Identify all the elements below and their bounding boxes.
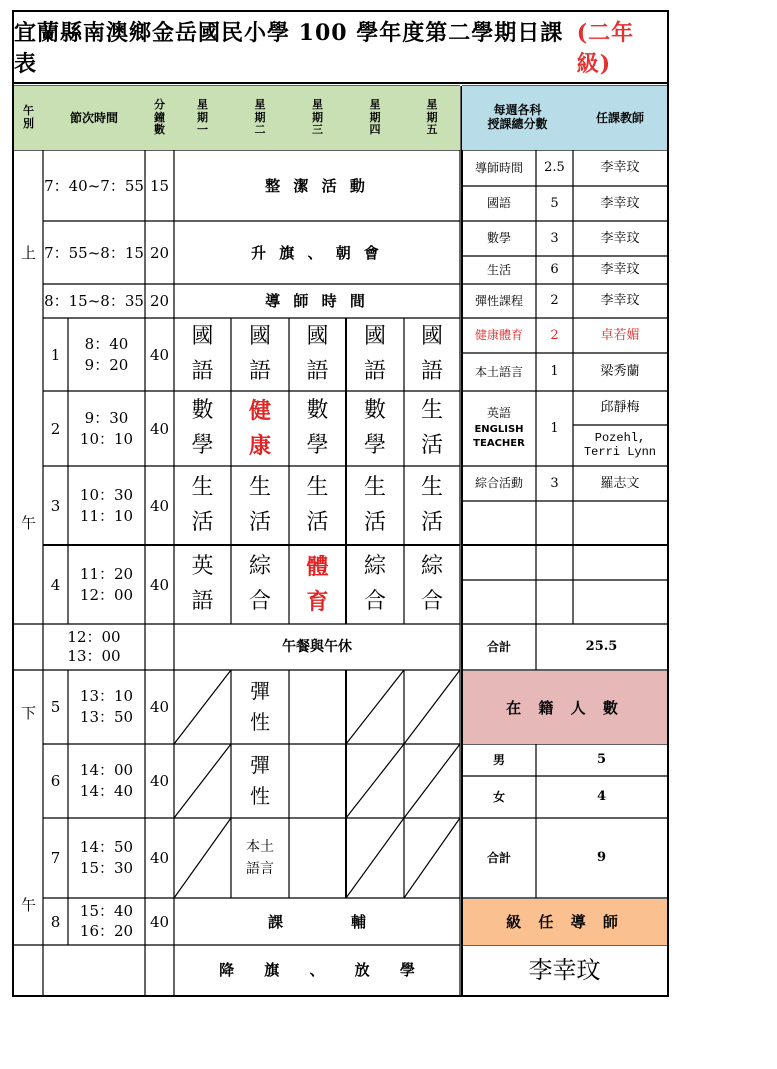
- subject-cell: 英 語: [191, 554, 214, 614]
- lunch-time: 12：00 13：00: [67, 627, 121, 665]
- subject-cell: 綜 合: [248, 554, 271, 614]
- summary-teacher: 李幸玟: [600, 160, 640, 176]
- clean-time: 7：40~7：55: [44, 176, 144, 195]
- summary-minutes: 3: [550, 475, 559, 491]
- enrollment-total: 9: [596, 850, 607, 866]
- homeroom-title: 級 任 導 師: [463, 899, 667, 945]
- header-fri: 星 期 五: [404, 86, 460, 150]
- period-number: 4: [50, 575, 61, 594]
- subject-cell-health: 健 康: [248, 398, 271, 459]
- title-grade: (二年級): [576, 20, 635, 77]
- male-count: 5: [596, 752, 607, 768]
- summary-teacher: 邱靜梅: [600, 400, 640, 416]
- summary-subject: 導師時間: [474, 160, 523, 175]
- period-number: 3: [50, 496, 61, 515]
- female-label: 女: [492, 789, 505, 804]
- subject-cell: 綜 合: [420, 554, 443, 614]
- summary-teacher: 梁秀蘭: [600, 364, 640, 380]
- enrollment-total-label: 合計: [486, 850, 511, 865]
- header-period: 午 別: [14, 86, 43, 150]
- period-time: 15：40 16：20: [79, 902, 134, 940]
- period-minutes: 40: [149, 772, 170, 790]
- period-minutes: 40: [149, 496, 170, 515]
- page-title: [14, 12, 667, 84]
- summary-subject: 本土語言: [474, 364, 523, 379]
- summary-teacher-foreign: Pozehl, Terri Lynn: [583, 430, 656, 459]
- clean-activity: 整 潔 活 動: [265, 176, 369, 195]
- subject-cell-native-language: 本土 語言: [246, 838, 274, 877]
- period-time: 8：40 9：20: [84, 334, 129, 374]
- subject-cell: 國 語: [363, 324, 386, 384]
- header-minutes: 分 鐘 數: [145, 86, 174, 150]
- mentor-minutes: 20: [149, 292, 170, 310]
- subject-cell: 國 語: [248, 324, 271, 384]
- subject-cell-pe: 體 育: [306, 554, 329, 615]
- total-label: 合計: [486, 639, 511, 654]
- subject-cell: 生 活: [191, 475, 214, 535]
- period-number: 8: [50, 912, 61, 931]
- total-value: 25.5: [585, 639, 618, 655]
- subject-cell: 生 活: [306, 475, 329, 535]
- summary-teacher: 卓若媚: [600, 327, 640, 343]
- tutoring-activity: 課 輔: [267, 912, 366, 931]
- period-minutes: 40: [149, 345, 170, 364]
- summary-subject-english: 英語 ENGLISH TEACHER: [473, 406, 525, 450]
- summary-subject: 綜合活動: [474, 476, 523, 491]
- period-time: 14：00 14：40: [79, 761, 134, 800]
- period-minutes: 40: [149, 912, 170, 931]
- dismissal-activity: 降 旗 、 放 學: [219, 961, 415, 979]
- flag-activity: 升 旗 、 朝 會: [251, 243, 383, 262]
- period-time: 13：10 13：50: [79, 687, 134, 726]
- flag-minutes: 20: [149, 243, 170, 262]
- period-number: 7: [50, 849, 61, 867]
- subject-cell: 生 活: [363, 475, 386, 535]
- period-minutes: 40: [149, 849, 170, 867]
- period-minutes: 40: [149, 575, 170, 594]
- summary-subject: 數學: [486, 231, 511, 246]
- male-label: 男: [492, 752, 505, 767]
- session-morning-bottom: 午: [20, 514, 36, 532]
- period-number: 1: [50, 345, 61, 364]
- header-tue: 星 期 二: [231, 86, 289, 150]
- subject-cell: 數 學: [363, 398, 386, 458]
- female-count: 4: [596, 789, 607, 805]
- period-minutes: 40: [149, 419, 170, 438]
- subject-cell: 綜 合: [363, 554, 386, 614]
- summary-subject: 國語: [486, 196, 511, 211]
- header-thu: 星 期 四: [346, 86, 404, 150]
- summary-teacher: 李幸玟: [600, 195, 640, 211]
- summary-minutes: 2.5: [544, 160, 565, 176]
- summary-teacher: 李幸玟: [600, 230, 640, 246]
- subject-cell: 數 學: [306, 398, 329, 458]
- summary-minutes: 2: [550, 293, 559, 309]
- period-time: 14：50 15：30: [79, 838, 134, 877]
- header-wed: 星 期 三: [289, 86, 346, 150]
- header-teacher: 任課教師: [573, 86, 667, 150]
- summary-minutes: 5: [550, 195, 559, 211]
- period-minutes: 40: [149, 698, 170, 716]
- session-afternoon-top: 下: [20, 704, 36, 722]
- header-time: 節次時間: [43, 86, 145, 150]
- title-main: 宜蘭縣南澳鄉金岳國民小學 100 學年度第二學期日課表: [14, 20, 564, 77]
- summary-minutes: 1: [550, 420, 559, 436]
- mentor-activity: 導 師 時 間: [265, 292, 369, 310]
- summary-minutes: 2: [550, 327, 559, 343]
- summary-subject: 生活: [486, 262, 511, 277]
- summary-minutes: 6: [550, 262, 559, 278]
- period-time: 11：20 12：00: [79, 564, 134, 604]
- homeroom-name: 李幸玟: [528, 955, 601, 984]
- summary-subject: 彈性課程: [474, 293, 523, 308]
- summary-teacher: 羅志文: [600, 475, 640, 491]
- subject-cell: 數 學: [191, 398, 214, 458]
- session-afternoon-bottom: 午: [20, 896, 36, 914]
- header-mon: 星 期 一: [174, 86, 231, 150]
- period-number: 2: [50, 419, 61, 438]
- subject-cell: 生 活: [420, 398, 443, 458]
- flag-time: 7：55~8：15: [44, 243, 144, 262]
- subject-cell: 國 語: [191, 324, 214, 384]
- period-number: 6: [50, 772, 61, 790]
- mentor-time: 8：15~8：35: [44, 292, 144, 310]
- subject-cell: 生 活: [420, 475, 443, 535]
- lunch-activity: 午餐與午休: [282, 638, 352, 655]
- subject-cell-flex: 彈 性: [250, 753, 270, 808]
- subject-cell: 國 語: [420, 324, 443, 384]
- period-time: 9：30 10：10: [79, 408, 134, 448]
- period-number: 5: [50, 698, 61, 716]
- summary-subject-health: 健康體育: [474, 328, 523, 343]
- header-subject-minutes: 每週各科 授課總分數: [462, 86, 573, 150]
- summary-teacher: 李幸玟: [600, 293, 640, 309]
- clean-minutes: 15: [149, 176, 170, 195]
- subject-cell-flex: 彈 性: [250, 679, 270, 734]
- subject-cell: 國 語: [306, 324, 329, 384]
- summary-minutes: 1: [550, 364, 559, 380]
- period-time: 10：30 11：10: [79, 485, 134, 525]
- enrollment-title: 在 籍 人 數: [463, 671, 667, 744]
- summary-minutes: 3: [550, 230, 559, 246]
- session-morning-top: 上: [20, 244, 36, 262]
- summary-teacher: 李幸玟: [600, 262, 640, 278]
- subject-cell: 生 活: [248, 475, 271, 535]
